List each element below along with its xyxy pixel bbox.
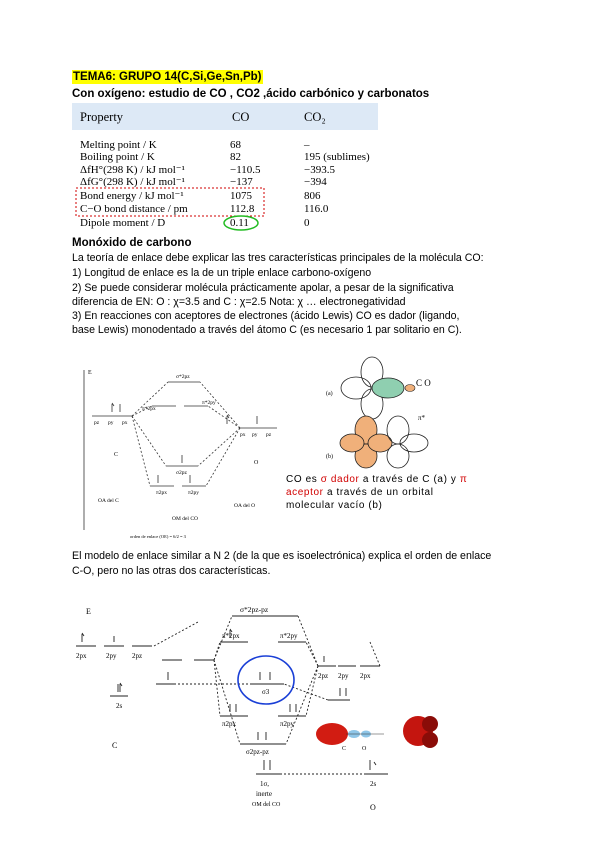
table-cell: Melting point / K bbox=[80, 139, 157, 151]
paragraph-line: 2) Se puede considerar molécula prácticamente apolar, a pesar de la significativa bbox=[72, 282, 454, 294]
page-title: TEMA6: GRUPO 14(C,Si,Ge,Sn,Pb) bbox=[73, 71, 262, 83]
paragraph-line: 3) En reacciones con aceptores de electrones (ácido Lewis) CO es dador (ligando, bbox=[72, 310, 460, 322]
page-subtitle: Con oxígeno: estudio de CO , CO2 ,ácido carbónico y carbonatos bbox=[72, 88, 430, 100]
paragraph-line: 1) Longitud de enlace es la de un triple enlace carbono-oxígeno bbox=[72, 267, 372, 279]
mo-label: π2py bbox=[280, 720, 295, 728]
paragraph-line: C-O, pero no las otras dos características. bbox=[72, 565, 271, 577]
lobe-3d bbox=[422, 716, 438, 732]
caption-text: a través de C (a) y bbox=[359, 474, 460, 485]
ao-label: 2s bbox=[116, 702, 123, 710]
ao-label: pz bbox=[94, 420, 100, 426]
core-label: 1σ, bbox=[260, 780, 270, 788]
ao-label: 2px bbox=[360, 672, 371, 680]
ao-label: py bbox=[108, 420, 114, 426]
table-cell: 806 bbox=[304, 190, 321, 202]
table-cell: ΔfH°(298 K) / kJ mol⁻¹ bbox=[80, 164, 185, 176]
ao-label: 2s bbox=[370, 780, 377, 788]
ao-label: px bbox=[240, 432, 246, 438]
mo-label: σ*2pz bbox=[176, 374, 190, 380]
table-cell: −110.5 bbox=[230, 164, 261, 176]
mo-label: σ3 bbox=[262, 688, 270, 696]
mo-label: π*2py bbox=[202, 400, 216, 406]
table-cell: Bond energy / kJ mol⁻¹ bbox=[80, 190, 184, 202]
atom-label-o: O bbox=[254, 460, 259, 466]
ao-label: 2pz bbox=[318, 672, 329, 680]
atom-label-c: C bbox=[112, 741, 118, 750]
ao-caption-c: OA del C bbox=[98, 498, 119, 504]
paragraph-line: La teoría de enlace debe explicar las tres características principales de la molécula CO: bbox=[72, 252, 484, 264]
ao-label: py bbox=[252, 432, 258, 438]
table-cell: – bbox=[304, 139, 310, 151]
ao-caption-o: OA del O bbox=[234, 503, 256, 509]
mo-label: σ2pz-pz bbox=[246, 748, 269, 756]
orbital-caption bbox=[286, 473, 476, 512]
table-cell: 112.8 bbox=[230, 203, 255, 215]
mo-diagram-2 bbox=[70, 598, 540, 838]
mo-caption: OM del CO bbox=[172, 516, 198, 522]
mo-diagram-1 bbox=[72, 360, 282, 540]
ao-label: px bbox=[122, 420, 128, 426]
mo-label: π*2px bbox=[142, 406, 156, 412]
dipole-circle bbox=[224, 216, 258, 230]
table-cell: −393.5 bbox=[304, 164, 335, 176]
paragraph-line: diferencia de EN: O : χ=3.5 and C : χ=2.5 Nota: χ … electronegatividad bbox=[72, 296, 406, 308]
core-label: inerte bbox=[256, 790, 272, 798]
paragraph-line: El modelo de enlace similar a N 2 (de la que es isoelectrónica) explica el orden de enlace bbox=[72, 550, 492, 562]
table-cell: C−O bond distance / pm bbox=[80, 203, 188, 215]
highlight-box bbox=[76, 188, 264, 216]
axis-label: E bbox=[88, 370, 92, 376]
table-annotations bbox=[0, 0, 600, 240]
mo-label: σ2pz bbox=[176, 470, 187, 476]
mo-caption: OM del CO bbox=[252, 802, 281, 808]
ao-label: pz bbox=[266, 432, 272, 438]
section-heading: Monóxido de carbono bbox=[72, 237, 192, 249]
table-cell: 195 (sublimes) bbox=[304, 151, 370, 163]
table-header-co2: CO₂ bbox=[304, 110, 326, 124]
table-cell: Dipole moment / D bbox=[80, 217, 166, 229]
lobe-label: C bbox=[342, 746, 347, 752]
label-a: (a) bbox=[326, 391, 333, 397]
caption-pi: π aceptor bbox=[286, 474, 468, 498]
bond-order: orden de enlace (OE) = 6/2 = 3 bbox=[130, 534, 186, 539]
ao-label: 2pz bbox=[132, 652, 143, 660]
pi-label: π* bbox=[418, 414, 426, 422]
mo-label: π*2py bbox=[280, 632, 298, 640]
atoms-label: C O bbox=[416, 378, 431, 388]
table-header-property: Property bbox=[80, 110, 124, 124]
table-cell: −137 bbox=[230, 176, 253, 188]
atom-label-c: C bbox=[114, 452, 119, 458]
table-cell: 68 bbox=[230, 139, 241, 151]
table-cell: Boiling point / K bbox=[80, 151, 155, 163]
ao-label: 2py bbox=[106, 652, 117, 660]
table-cell: 116.0 bbox=[304, 203, 329, 215]
table-cell: 1075 bbox=[230, 190, 252, 202]
table-header-co: CO bbox=[232, 110, 250, 124]
table-cell: ΔfG°(298 K) / kJ mol⁻¹ bbox=[80, 176, 185, 188]
table-cell: 82 bbox=[230, 151, 241, 163]
mo-label: π2px bbox=[222, 720, 237, 728]
caption-text: a través de un orbital molecular vacío (b) bbox=[286, 487, 434, 511]
caption-sigma: σ dador bbox=[320, 474, 360, 485]
lobe-3d bbox=[422, 732, 438, 748]
lobe-label: O bbox=[362, 746, 367, 752]
mo-label: π2py bbox=[188, 490, 200, 496]
mo-label: π*2px bbox=[222, 632, 240, 640]
orbital-figure bbox=[322, 352, 442, 470]
ao-label: 2py bbox=[338, 672, 349, 680]
mo-label: σ*2pz-pz bbox=[240, 605, 269, 614]
mo-label: π2px bbox=[156, 490, 168, 496]
lobe-c bbox=[316, 723, 348, 745]
atom-label-o: O bbox=[370, 803, 376, 812]
paragraph-line: base Lewis) monodentado a través del átomo C (es necesario 1 par solitario en C). bbox=[72, 324, 462, 336]
table-cell: 0 bbox=[304, 217, 310, 229]
table-cell: 0.11 bbox=[230, 217, 249, 229]
ao-label: 2px bbox=[76, 652, 87, 660]
caption-text: CO es bbox=[286, 474, 321, 485]
axis-label: E bbox=[86, 607, 91, 616]
sigma3-circle bbox=[238, 656, 294, 704]
table-cell: −394 bbox=[304, 176, 327, 188]
label-b: (b) bbox=[326, 454, 333, 460]
